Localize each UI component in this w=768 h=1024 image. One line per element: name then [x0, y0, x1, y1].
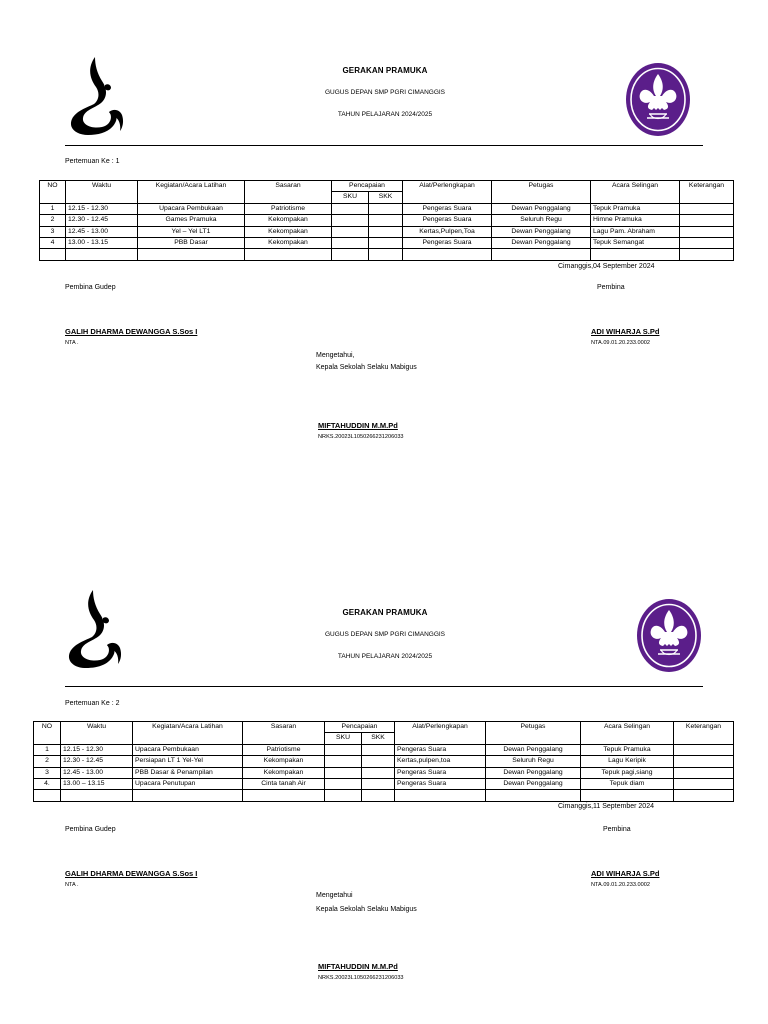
header-divider: [65, 686, 703, 687]
cell-sku: [325, 756, 362, 767]
table-row: [40, 237, 734, 248]
cell-kegiatan: PBB Dasar: [138, 237, 245, 248]
cell-no: [40, 249, 66, 260]
cell-sku: [325, 767, 362, 778]
col-header-skk: SKK: [362, 733, 395, 744]
cell-petugas: Dewan Penggalang: [486, 744, 581, 755]
table-row: [40, 249, 734, 260]
attendance-sheet-2: [0, 532, 768, 1024]
col-header-petugas: Petugas: [492, 181, 591, 204]
cell-sasaran: Patriotisme: [245, 203, 332, 214]
cell-skk: [369, 215, 403, 226]
left-signatory-name: GALIH DHARMA DEWANGGA S.Sos I: [65, 869, 198, 878]
cell-acara: Tepuk Pramuka: [591, 203, 680, 214]
cell-keterangan: [674, 778, 734, 789]
cell-keterangan: [674, 744, 734, 755]
cell-no: 3: [40, 226, 66, 237]
header-line-1: GUGUS DEPAN SMP PGRI CIMANGGIS: [324, 89, 446, 96]
cell-skk: [362, 767, 395, 778]
cell-keterangan: [674, 767, 734, 778]
cell-waktu: [66, 249, 138, 260]
cell-kegiatan: Yel – Yel LT1: [138, 226, 245, 237]
cell-alat: Pengeras Suara: [395, 744, 486, 755]
cell-skk: [362, 756, 395, 767]
col-header-sasaran: Sasaran: [245, 181, 332, 204]
meeting-number: Pertemuan Ke : 1: [65, 158, 120, 165]
col-header-acara: Acara Selingan: [581, 722, 674, 745]
cell-sku: [332, 215, 369, 226]
left-signatory-role: Pembina Gudep: [65, 826, 116, 833]
cell-kegiatan: Upacara Pembukaan: [133, 744, 243, 755]
cell-skk: [362, 790, 395, 801]
left-signatory-name: GALIH DHARMA DEWANGGA S.Sos I: [65, 327, 198, 336]
cell-skk: [362, 778, 395, 789]
cell-waktu: 12.45 - 13.00: [66, 226, 138, 237]
cell-keterangan: [680, 203, 734, 214]
cell-waktu: 12.45 - 13.00: [61, 767, 133, 778]
cell-sku: [325, 790, 362, 801]
cell-waktu: 13.00 – 13.15: [61, 778, 133, 789]
cell-skk: [362, 744, 395, 755]
cell-sasaran: Kekompakan: [245, 226, 332, 237]
col-header-petugas: Petugas: [486, 722, 581, 745]
headmaster-name: MIFTAHUDDIN M.M.Pd: [318, 962, 398, 971]
right-signatory-name: ADI WIHARJA S.Pd: [591, 327, 660, 336]
left-signatory-id: NTA .: [65, 882, 79, 888]
col-header-pencapaian: Pencapaian: [332, 181, 403, 192]
cell-sku: [325, 778, 362, 789]
cell-alat: Kertas,Pulpen,Toa: [403, 226, 492, 237]
col-header-keterangan: Keterangan: [674, 722, 734, 745]
cell-keterangan: [680, 249, 734, 260]
cell-alat: Pengeras Suara: [395, 778, 486, 789]
cell-petugas: Dewan Penggalang: [486, 778, 581, 789]
header-divider: [65, 145, 703, 146]
cell-sasaran: Kekompakan: [245, 237, 332, 248]
cell-sku: [332, 226, 369, 237]
cell-petugas: Seluruh Regu: [492, 215, 591, 226]
cell-alat: [395, 790, 486, 801]
header-title: GERAKAN PRAMUKA: [342, 608, 428, 617]
cell-skk: [369, 203, 403, 214]
cell-kegiatan: Games Pramuka: [138, 215, 245, 226]
cell-waktu: 12.30 - 12.45: [61, 756, 133, 767]
cell-acara: Tepuk diam: [581, 778, 674, 789]
cell-sku: [332, 203, 369, 214]
header-line-2: TAHUN PELAJARAN 2024/2025: [337, 111, 433, 118]
cell-keterangan: [674, 756, 734, 767]
cell-petugas: [486, 790, 581, 801]
cell-alat: Kertas,pulpen,toa: [395, 756, 486, 767]
right-signatory-role: Pembina: [603, 826, 631, 833]
cell-waktu: 12.15 - 12.30: [66, 203, 138, 214]
col-header-sku: SKU: [332, 192, 369, 203]
cell-no: 3: [34, 767, 61, 778]
cell-petugas: Dewan Penggalang: [492, 226, 591, 237]
schedule-table: [33, 721, 734, 802]
table-row: [34, 778, 734, 789]
cell-alat: Pengeras Suara: [403, 237, 492, 248]
header-line-1: GUGUS DEPAN SMP PGRI CIMANGGIS: [324, 631, 446, 638]
cell-sasaran: Kekompakan: [243, 767, 325, 778]
cell-waktu: 12.30 - 12.45: [66, 215, 138, 226]
col-header-waktu: Waktu: [61, 722, 133, 745]
right-signatory-id: NTA.09.01.20.233.0002: [591, 882, 650, 888]
table-row: [40, 226, 734, 237]
table-row: [34, 767, 734, 778]
cell-petugas: Dewan Penggalang: [486, 767, 581, 778]
cell-keterangan: [680, 237, 734, 248]
cell-sasaran: [243, 790, 325, 801]
tunas-kelapa-logo-icon: [66, 588, 124, 670]
cell-waktu: 13.00 - 13.15: [66, 237, 138, 248]
cell-petugas: Dewan Penggalang: [492, 237, 591, 248]
acknowledge-label: Mengetahui: [316, 892, 353, 899]
cell-alat: Pengeras Suara: [403, 215, 492, 226]
cell-keterangan: [674, 790, 734, 801]
cell-waktu: 12.15 - 12.30: [61, 744, 133, 755]
col-header-kegiatan: Kegiatan/Acara Latihan: [138, 181, 245, 204]
cell-sku: [325, 744, 362, 755]
col-header-acara: Acara Selingan: [591, 181, 680, 204]
cell-skk: [369, 237, 403, 248]
cell-skk: [369, 249, 403, 260]
cell-petugas: Dewan Penggalang: [492, 203, 591, 214]
cell-alat: Pengeras Suara: [395, 767, 486, 778]
cell-acara: [581, 790, 674, 801]
left-signatory-id: NTA .: [65, 340, 79, 346]
cell-acara: [591, 249, 680, 260]
acknowledge-role: Kepala Sekolah Selaku Mabigus: [316, 364, 417, 371]
cell-no: 1: [40, 203, 66, 214]
cell-alat: Pengeras Suara: [403, 203, 492, 214]
schedule-table: [39, 180, 734, 261]
cell-kegiatan: Persiapan LT 1 Yel-Yel: [133, 756, 243, 767]
col-header-no: NO: [34, 722, 61, 745]
cell-acara: Tepuk pagi,siang: [581, 767, 674, 778]
place-date: Cimanggis,04 September 2024: [558, 263, 655, 270]
col-header-alat: Alat/Perlengkapan: [395, 722, 486, 745]
header-line-2: TAHUN PELAJARAN 2024/2025: [337, 653, 433, 660]
table-row: [34, 790, 734, 801]
cell-acara: Tepuk Pramuka: [581, 744, 674, 755]
cell-no: 2: [40, 215, 66, 226]
table-row: [34, 756, 734, 767]
table-row: [40, 203, 734, 214]
cell-petugas: [492, 249, 591, 260]
cell-kegiatan: Upacara Pembukaan: [138, 203, 245, 214]
cell-sku: [332, 249, 369, 260]
acknowledge-role: Kepala Sekolah Selaku Mabigus: [316, 906, 417, 913]
cell-no: 2: [34, 756, 61, 767]
left-signatory-role: Pembina Gudep: [65, 284, 116, 291]
table-header-row: [34, 722, 734, 733]
cell-sku: [332, 237, 369, 248]
place-date: Cimanggis,11 September 2024: [558, 803, 654, 810]
cell-acara: Himne Pramuka: [591, 215, 680, 226]
cell-petugas: Seluruh Regu: [486, 756, 581, 767]
table-header-row: [40, 181, 734, 192]
meeting-number: Pertemuan Ke : 2: [65, 700, 120, 707]
cell-alat: [403, 249, 492, 260]
cell-kegiatan: [133, 790, 243, 801]
col-header-pencapaian: Pencapaian: [325, 722, 395, 733]
cell-no: 4: [40, 237, 66, 248]
right-signatory-id: NTA.09.01.20.233.0002: [591, 340, 650, 346]
cell-no: [34, 790, 61, 801]
cell-waktu: [61, 790, 133, 801]
col-header-kegiatan: Kegiatan/Acara Latihan: [133, 722, 243, 745]
cell-no: 1: [34, 744, 61, 755]
right-signatory-role: Pembina: [597, 284, 625, 291]
table-row: [40, 215, 734, 226]
headmaster-id: NRKS.20023L1050266231206033: [318, 975, 404, 981]
cell-kegiatan: Upacara Penutupan: [133, 778, 243, 789]
cell-acara: Tepuk Semangat: [591, 237, 680, 248]
cell-no: 4.: [34, 778, 61, 789]
tunas-kelapa-logo-icon: [68, 55, 126, 137]
col-header-sku: SKU: [325, 733, 362, 744]
cell-sasaran: Patriotisme: [243, 744, 325, 755]
cell-skk: [369, 226, 403, 237]
cell-sasaran: [245, 249, 332, 260]
col-header-waktu: Waktu: [66, 181, 138, 204]
wosm-fleur-de-lis-logo-icon: [636, 598, 702, 673]
cell-keterangan: [680, 215, 734, 226]
header-title: GERAKAN PRAMUKA: [342, 66, 428, 75]
cell-sasaran: Cinta tanah Air: [243, 778, 325, 789]
col-header-alat: Alat/Perlengkapan: [403, 181, 492, 204]
table-row: [34, 744, 734, 755]
cell-kegiatan: [138, 249, 245, 260]
cell-sasaran: Kekompakan: [245, 215, 332, 226]
col-header-keterangan: Keterangan: [680, 181, 734, 204]
cell-acara: Lagu Keripik: [581, 756, 674, 767]
col-header-skk: SKK: [369, 192, 403, 203]
right-signatory-name: ADI WIHARJA S.Pd: [591, 869, 660, 878]
cell-keterangan: [680, 226, 734, 237]
cell-sasaran: Kekompakan: [243, 756, 325, 767]
col-header-sasaran: Sasaran: [243, 722, 325, 745]
cell-acara: Lagu Pam. Abraham: [591, 226, 680, 237]
wosm-fleur-de-lis-logo-icon: [625, 62, 691, 137]
col-header-no: NO: [40, 181, 66, 204]
headmaster-name: MIFTAHUDDIN M.M.Pd: [318, 421, 398, 430]
headmaster-id: NRKS.20023L1050266231206033: [318, 434, 404, 440]
acknowledge-label: Mengetahui,: [316, 352, 355, 359]
cell-kegiatan: PBB Dasar & Penampilan: [133, 767, 243, 778]
